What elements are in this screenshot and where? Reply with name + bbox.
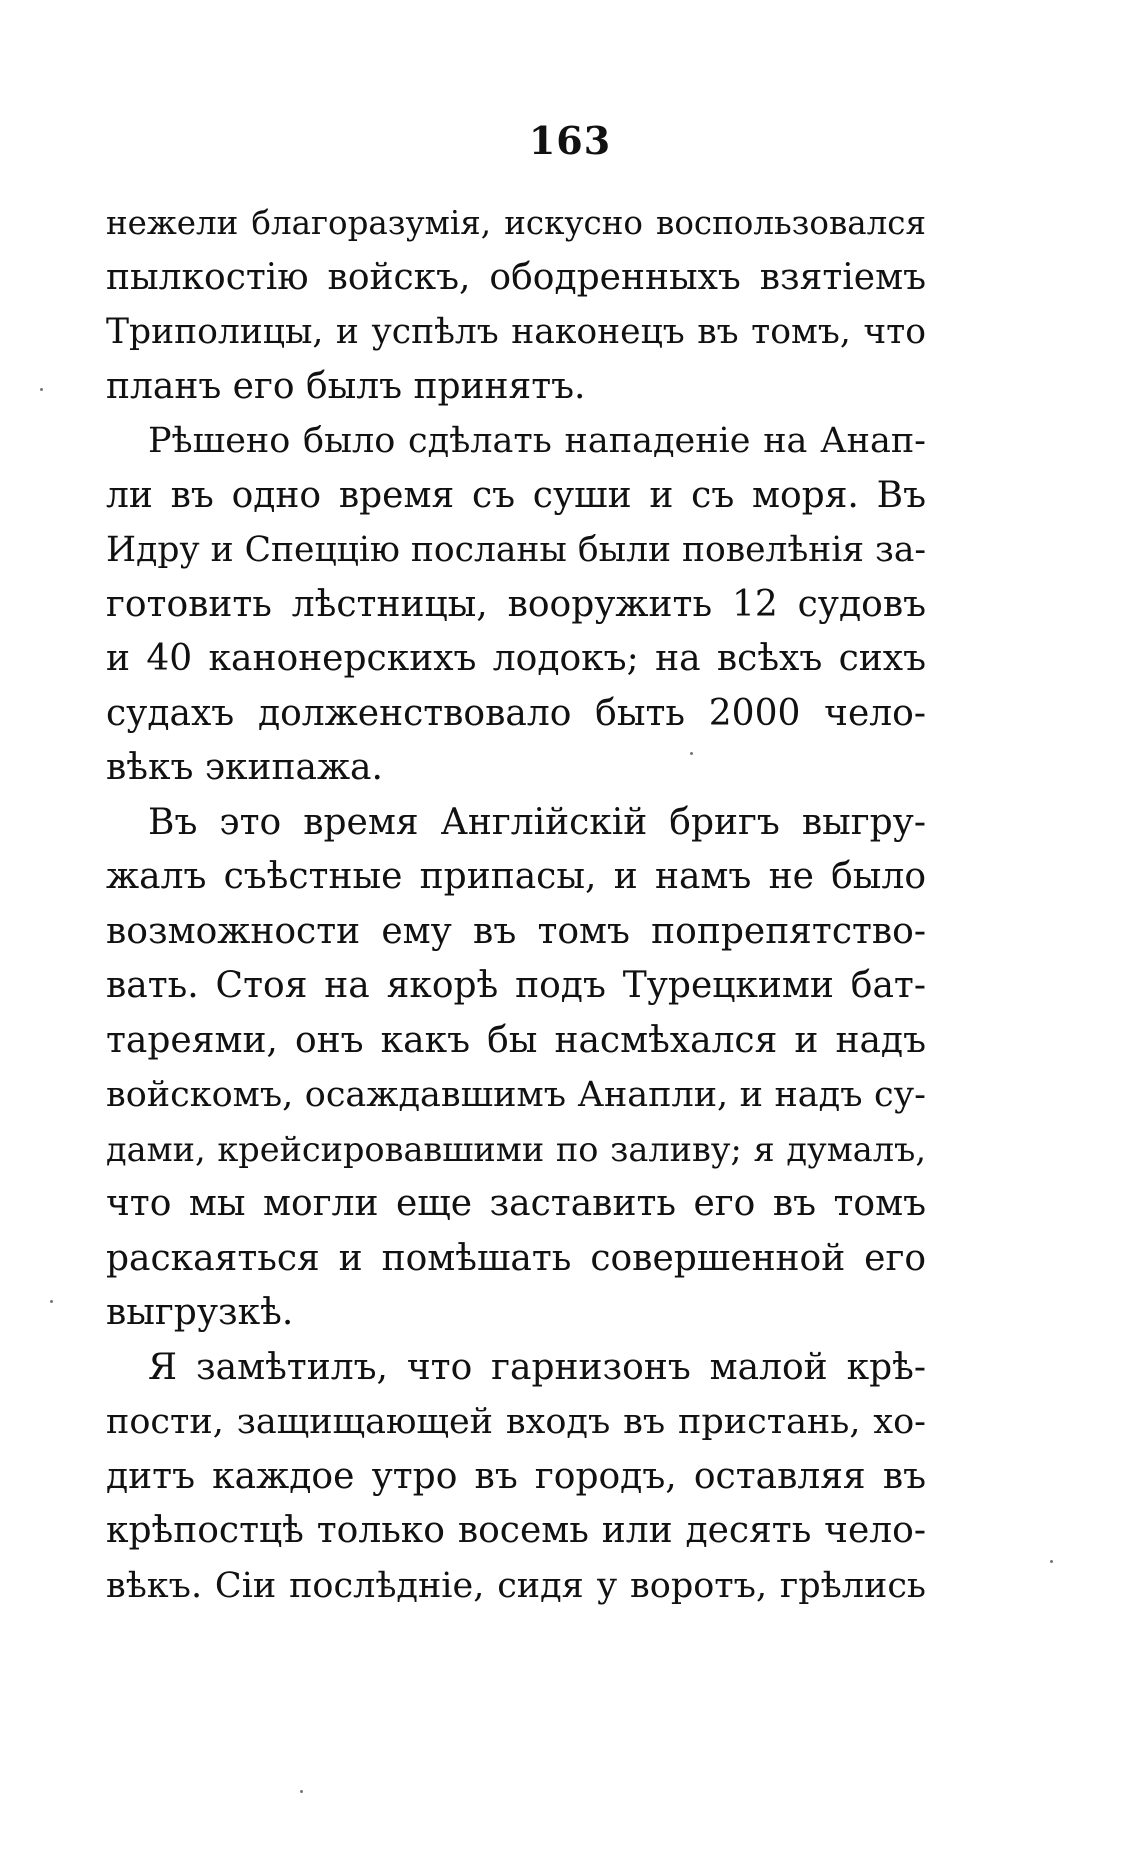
scan-speck <box>300 1790 303 1793</box>
text-line: раскаяться и помѣшать совершенной его <box>106 1237 926 1279</box>
text-line: пости, защищающей входъ въ пристань, хо- <box>106 1402 926 1442</box>
page-number: 163 <box>528 118 612 163</box>
text-line: судахъ долженствовало быть 2000 чело- <box>106 692 926 734</box>
text-line: ли въ одно время съ суши и съ моря. Въ <box>106 474 926 516</box>
text-line: и 40 канонерскихъ лодокъ; на всѣхъ сихъ <box>106 638 926 679</box>
text-line: готовить лѣстницы, вооружить 12 судовъ <box>106 583 926 625</box>
scan-speck <box>1050 1560 1053 1563</box>
text-line: жалъ съѣстные припасы, и намъ не было <box>106 856 926 897</box>
text-line: нежели благоразумія, искусно воспользовался <box>106 204 926 242</box>
text-line: Идру и Спеццію посланы были повелѣнія за- <box>106 530 927 570</box>
scan-speck <box>690 752 693 755</box>
text-line: пылкостію войскъ, ободренныхъ взятіемъ <box>106 256 926 298</box>
text-line: крѣпостцѣ только восемь или десять чело- <box>106 1510 926 1551</box>
body-text <box>106 196 926 1613</box>
text-line: вѣкъ экипажа. <box>106 747 383 788</box>
text-line: тареями, онъ какъ бы насмѣхался и надъ <box>106 1019 926 1061</box>
text-line: что мы могли еще заставить его въ томъ <box>106 1183 926 1224</box>
text-line: планъ его былъ принятъ. <box>106 365 586 407</box>
text-line: войскомъ, осаждавшимъ Анапли, и надъ су- <box>106 1075 926 1115</box>
text-line: возможности ему въ томъ попрепятство- <box>106 910 926 952</box>
scan-speck <box>50 1300 53 1303</box>
text-line: вать. Стоя на якорѣ подъ Турецкими бат- <box>106 965 926 1006</box>
text-line: Триполицы, и успѣлъ наконецъ въ томъ, что <box>106 312 926 352</box>
text-line: Въ это время Англійскій бригъ выгру- <box>148 801 926 843</box>
text-line: Я замѣтилъ, что гарнизонъ малой крѣ- <box>148 1346 926 1388</box>
text-line: дами, крейсировавшими по заливу; я думалъ, <box>106 1129 926 1169</box>
scan-speck <box>40 388 43 391</box>
text-line: дитъ каждое утро въ городъ, оставляя въ <box>106 1455 926 1497</box>
text-line: выгрузкѣ. <box>106 1292 294 1333</box>
text-line: вѣкъ. Сіи послѣдніе, сидя у воротъ, грѣлись <box>106 1565 926 1606</box>
text-line: Рѣшено было сдѣлать нападеніе на Анап- <box>148 421 926 461</box>
